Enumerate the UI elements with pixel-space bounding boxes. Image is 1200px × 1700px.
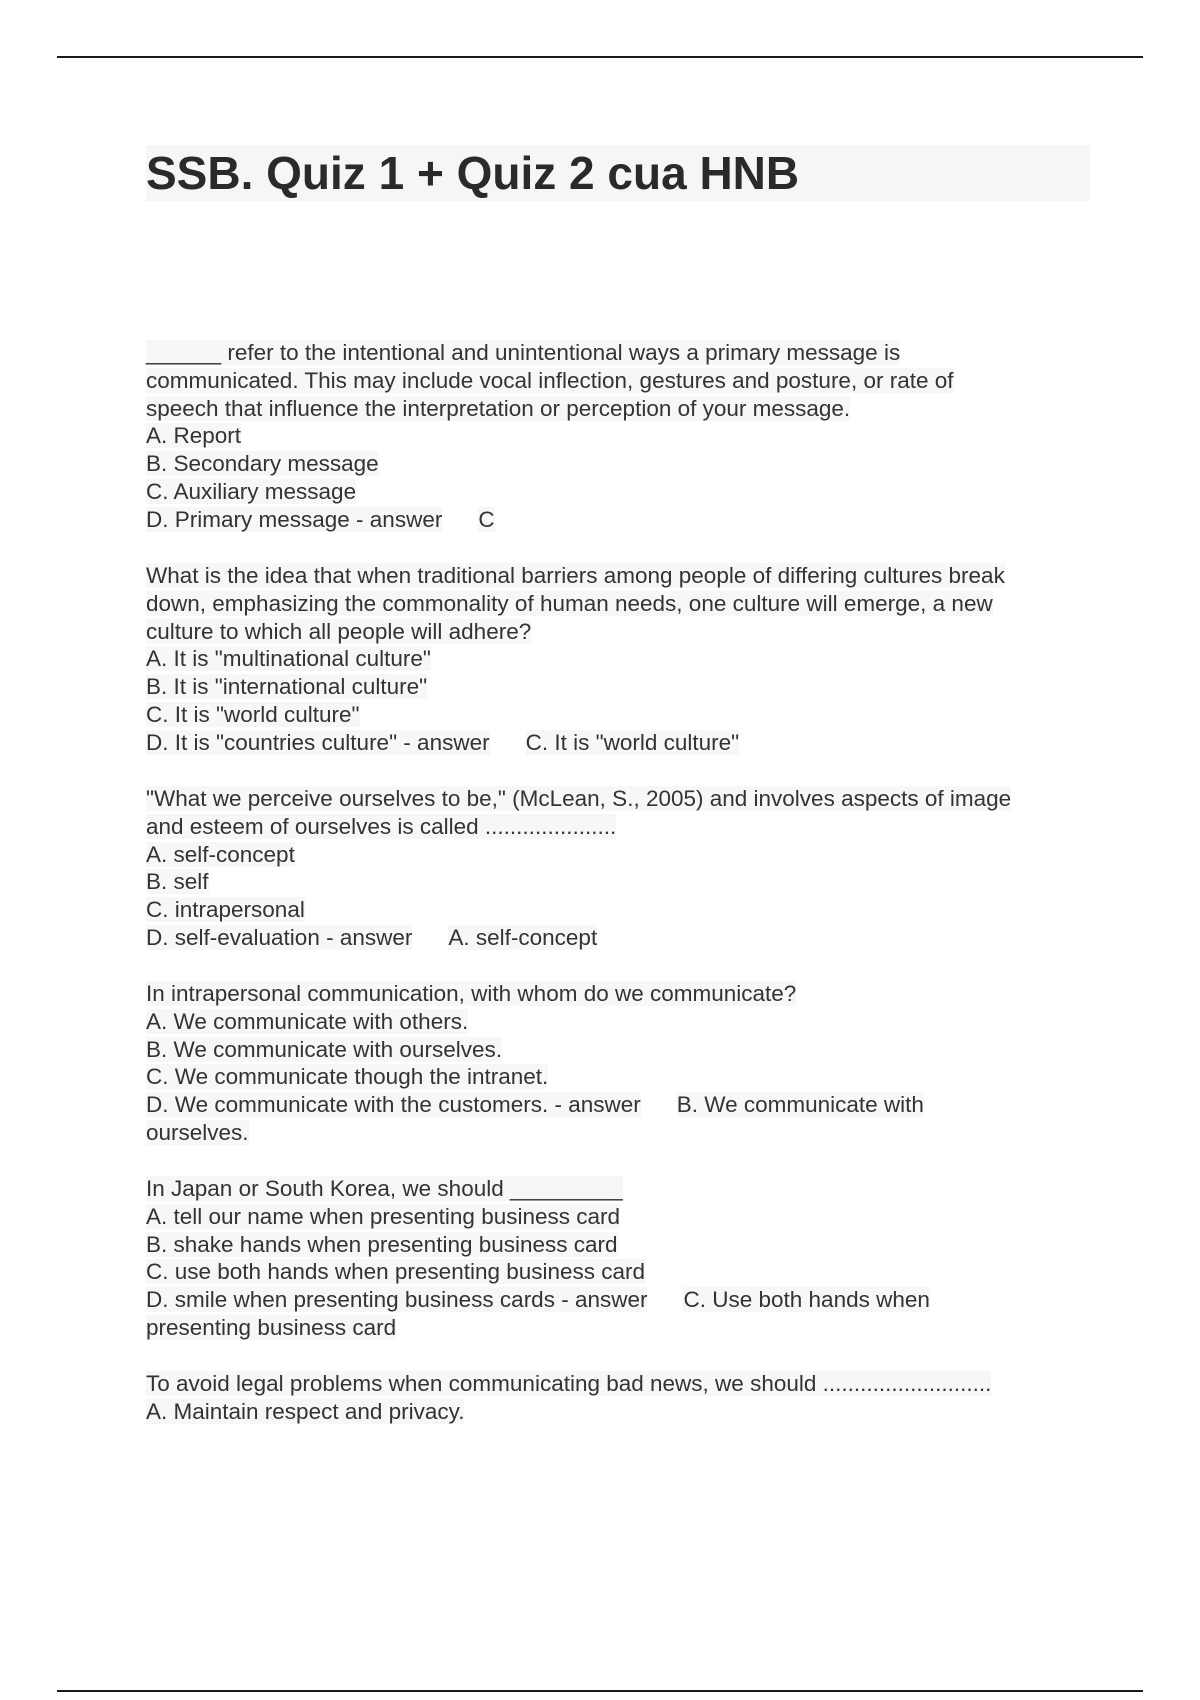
option-d: D. We communicate with the customers. - answer	[146, 1092, 641, 1118]
question-text-line: In Japan or South Korea, we should _________	[146, 1176, 623, 1201]
question-block-2	[146, 562, 1086, 757]
option-d: D. Primary message - answer	[146, 506, 443, 532]
question-block-4	[146, 980, 1086, 1147]
answer-text: A. self-concept	[448, 924, 598, 950]
option-a: A. tell our name when presenting business card	[146, 1203, 621, 1229]
bottom-rule	[57, 1690, 1143, 1692]
answer-text: C. It is "world culture"	[525, 729, 740, 755]
document-title: SSB. Quiz 1 + Quiz 2 cua HNB	[146, 147, 800, 199]
top-rule	[57, 56, 1143, 58]
option-d: D. It is "countries culture" - answer	[146, 729, 490, 755]
question-text-line: and esteem of ourselves is called .....................	[146, 813, 617, 839]
option-c: C. It is "world culture"	[146, 701, 360, 727]
option-a: A. Report	[146, 423, 242, 449]
option-a: A. We communicate with others.	[146, 1008, 469, 1034]
question-text-line: ______ refer to the intentional and unintentional ways a primary message is	[146, 340, 901, 365]
question-text-line: To avoid legal problems when communicating bad news, we should ...........................	[146, 1371, 992, 1396]
question-block-6	[146, 1370, 1086, 1426]
question-text-line: "What we perceive ourselves to be," (McLean, S., 2005) and involves aspects of image	[146, 786, 1012, 811]
option-c: C. use both hands when presenting business card	[146, 1259, 646, 1285]
answer-text-continued: ourselves.	[146, 1119, 249, 1145]
option-b: B. shake hands when presenting business card	[146, 1231, 618, 1257]
answer-text: C	[478, 506, 495, 532]
option-c: C. intrapersonal	[146, 897, 305, 923]
answer-text-continued: presenting business card	[146, 1314, 397, 1340]
question-block-3	[146, 785, 1086, 952]
option-a: A. Maintain respect and privacy.	[146, 1398, 465, 1424]
question-block-1	[146, 339, 1086, 534]
question-text-line: What is the idea that when traditional barriers among people of differing cultures break	[146, 563, 1005, 588]
option-d: D. self-evaluation - answer	[146, 924, 413, 950]
option-c: C. We communicate though the intranet.	[146, 1064, 549, 1090]
question-text-line: communicated. This may include vocal inflection, gestures and posture, or rate of	[146, 367, 954, 393]
option-d: D. smile when presenting business cards - answer	[146, 1287, 648, 1313]
option-b: B. Secondary message	[146, 451, 379, 477]
option-b: B. It is "international culture"	[146, 674, 428, 700]
answer-text: C. Use both hands when	[683, 1287, 930, 1313]
option-a: A. It is "multinational culture"	[146, 646, 431, 672]
answer-text: B. We communicate with	[676, 1092, 924, 1118]
option-b: B. We communicate with ourselves.	[146, 1036, 502, 1062]
option-b: B. self	[146, 869, 209, 895]
question-text-line: In intrapersonal communication, with whom do we communicate?	[146, 981, 797, 1006]
question-text-line: down, emphasizing the commonality of human needs, one culture will emerge, a new	[146, 590, 993, 616]
question-block-5	[146, 1175, 1086, 1342]
question-text-line: speech that influence the interpretation or perception of your message.	[146, 395, 851, 421]
option-a: A. self-concept	[146, 841, 295, 867]
question-text-line: culture to which all people will adhere?	[146, 618, 532, 644]
option-c: C. Auxiliary message	[146, 478, 357, 504]
